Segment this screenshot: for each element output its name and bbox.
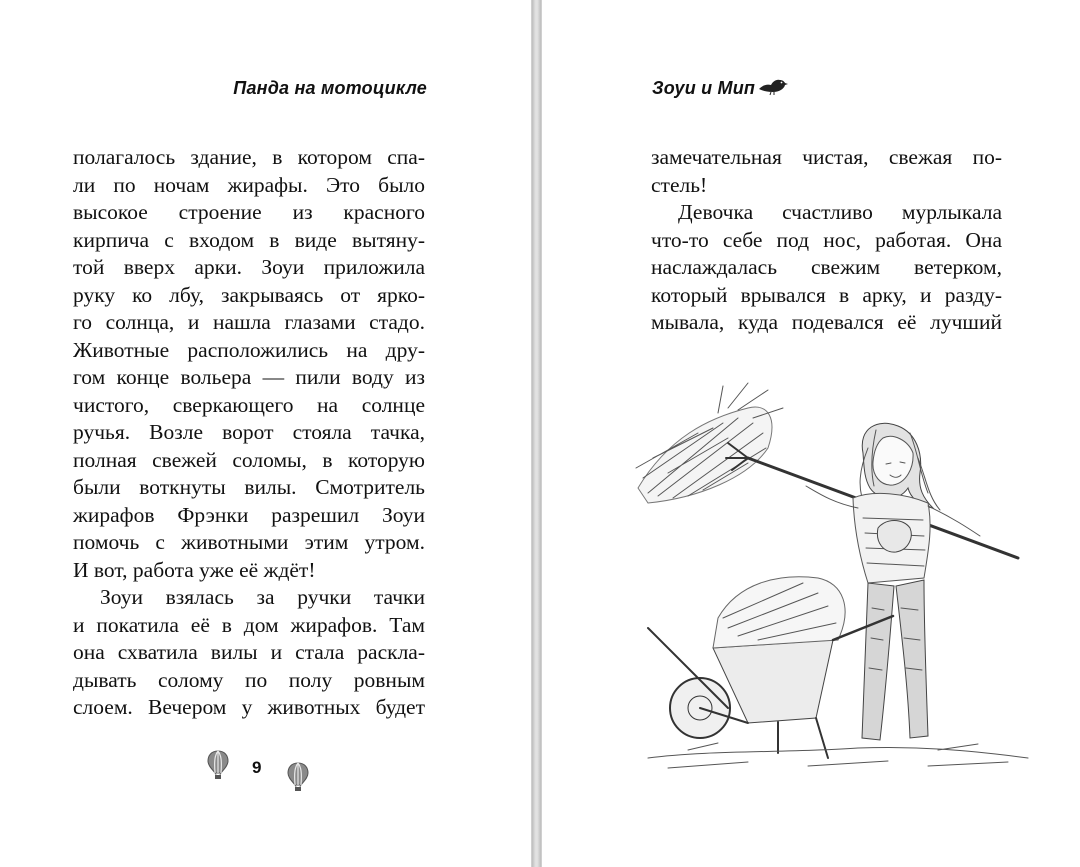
text-line: замечательная чистая, свежая по- xyxy=(651,145,1002,169)
text-line: дывать солому по полу ровным xyxy=(73,667,425,692)
text-line: полагалось здание, в котором спа- xyxy=(73,145,425,169)
text-line: жирафов Фрэнки разрешил Зоуи xyxy=(73,502,425,527)
page-number: 9 xyxy=(252,758,262,777)
text-line: слоем. Вечером у животных будет xyxy=(73,695,425,719)
girl-with-pitchfork-illustration xyxy=(628,378,1038,780)
text-line: Девочка счастливо мурлыкала xyxy=(678,200,1002,224)
text-line: И вот, работа уже её ждёт! xyxy=(73,557,316,582)
text-line: го солнца, и нашла глазами стадо. xyxy=(73,310,425,334)
text-line: что-то себе под нос, работая. Она xyxy=(651,227,1002,252)
bird-icon xyxy=(757,76,789,96)
right-page-text xyxy=(651,144,1002,337)
text-line: высокое строение из красного xyxy=(73,200,425,224)
text-line: и покатила её в дом жирафов. Там xyxy=(73,612,425,637)
text-line: она схватила вилы и стала раскла- xyxy=(73,640,425,664)
left-page-text xyxy=(73,144,425,722)
text-line: руку ко лбу, закрываясь от ярко- xyxy=(73,282,425,307)
text-line: наслаждалась свежим ветерком, xyxy=(651,255,1002,279)
text-line: чистого, сверкающего на солнце xyxy=(73,392,425,417)
text-line: стель! xyxy=(651,172,708,197)
text-line: были воткнуты вилы. Смотритель xyxy=(73,475,425,499)
running-head-right-text: Зоуи и Мип xyxy=(652,78,756,98)
running-head-right xyxy=(652,78,789,99)
text-line: гом конце вольера — пили воду из xyxy=(73,365,425,389)
left-page xyxy=(0,0,532,867)
page-footer xyxy=(200,750,315,790)
hot-air-balloon-icon xyxy=(287,762,309,792)
text-line: кирпича с входом в виде вытяну- xyxy=(73,227,425,252)
text-line: ручья. Возле ворот стояла тачка, xyxy=(73,420,425,444)
text-line: Животные расположились на дру- xyxy=(73,337,425,362)
text-line: который врывался в арку, и разду- xyxy=(651,282,1002,307)
hot-air-balloon-icon xyxy=(207,750,229,780)
book-spine xyxy=(532,0,541,867)
running-head-left: Панда на мотоцикле xyxy=(233,78,427,98)
text-line: той вверх арки. Зоуи приложила xyxy=(73,255,425,279)
text-line: мывала, куда подевался её лучший xyxy=(651,310,1002,334)
text-line: помочь с животными этим утром. xyxy=(73,530,425,554)
text-line: ли по ночам жирафы. Это было xyxy=(73,172,425,197)
text-line: полная свежей соломы, в которую xyxy=(73,447,425,472)
text-line: Зоуи взялась за ручки тачки xyxy=(100,585,425,609)
